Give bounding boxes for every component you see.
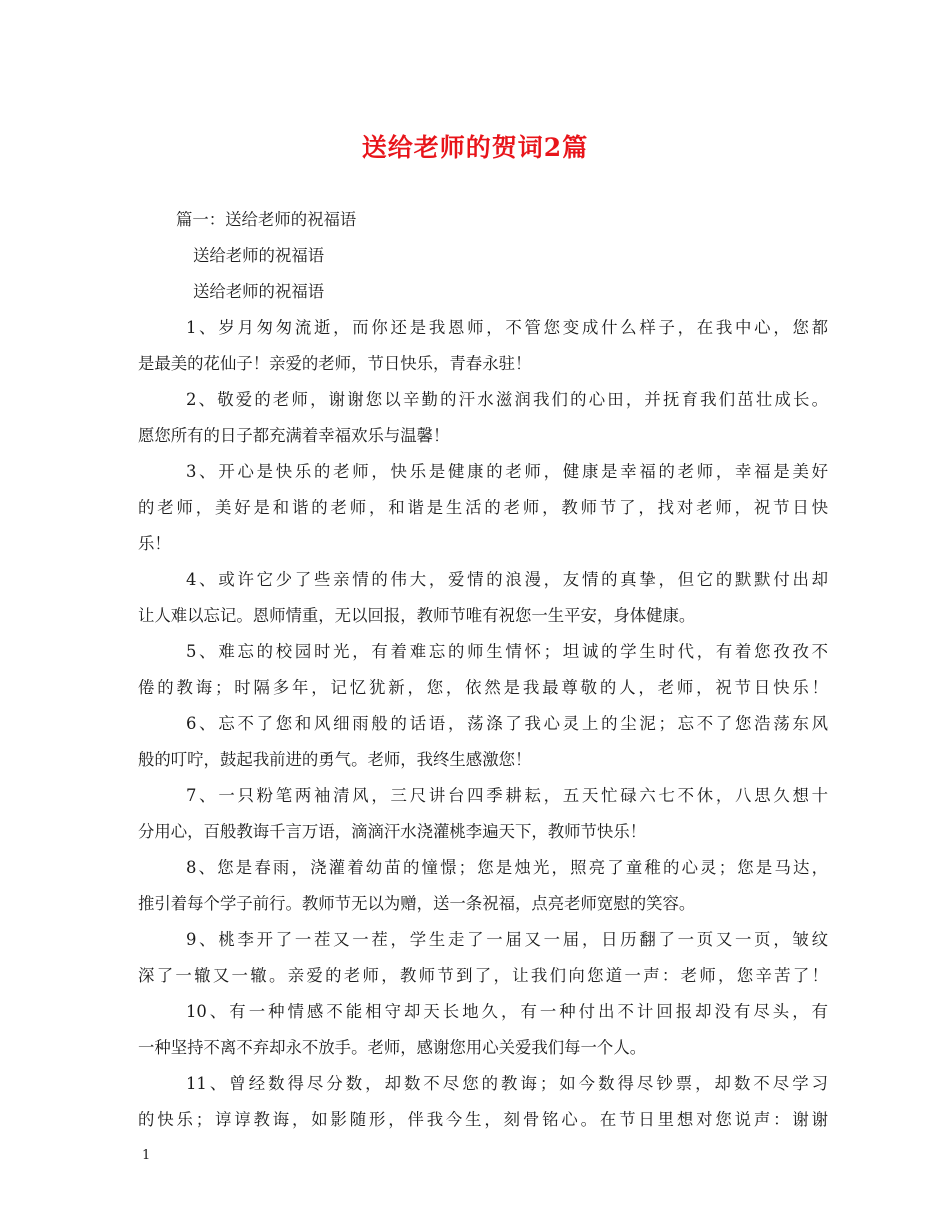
paragraph-line: 愿您所有的日子都充满着幸福欢乐与温馨！ xyxy=(138,426,450,445)
paragraph-line: 的老师，美好是和谐的老师，和谐是生活的老师，教师节了，找对老师，祝节日快 xyxy=(138,498,828,517)
page-number: 1 xyxy=(142,1148,151,1163)
section-subheading: 送给老师的祝福语 xyxy=(193,282,325,301)
paragraph-line: 8、您是春雨，浇灌着幼苗的憧憬；您是烛光，照亮了童稚的心灵；您是马达， xyxy=(186,858,828,877)
paragraph-line: 9、桃李开了一茬又一茬，学生走了一届又一届，日历翻了一页又一页，皱纹 xyxy=(186,930,828,949)
paragraph-line: 2、敬爱的老师，谢谢您以辛勤的汗水滋润我们的心田，并抚育我们茁壮成长。 xyxy=(186,390,828,409)
paragraph-line: 推引着每个学子前行。教师节无以为赠，送一条祝福，点亮老师宽慰的笑容。 xyxy=(138,894,696,913)
paragraph-line: 10、有一种情感不能相守却天长地久，有一种付出不计回报却没有尽头，有 xyxy=(186,1002,828,1021)
paragraph-line: 5、难忘的校园时光，有着难忘的师生情怀；坦诚的学生时代，有着您孜孜不 xyxy=(186,642,828,661)
paragraph-line: 让人难以忘记。恩师情重，无以回报，教师节唯有祝您一生平安，身体健康。 xyxy=(138,606,696,625)
paragraph-line: 深了一辙又一辙。亲爱的老师，教师节到了，让我们向您道一声：老师，您辛苦了！ xyxy=(138,966,828,985)
paragraph-line: 分用心，百般教诲千言万语，滴滴汗水浇灌桃李遍天下，教师节快乐！ xyxy=(138,822,647,841)
paragraph-line: 1、岁月匆匆流逝，而你还是我恩师，不管您变成什么样子，在我中心，您都 xyxy=(186,318,828,337)
paragraph-line: 的快乐；谆谆教诲，如影随形，伴我今生，刻骨铭心。在节日里想对您说声：谢谢 xyxy=(138,1110,828,1129)
paragraph-line: 倦的教诲；时隔多年，记忆犹新，您，依然是我最尊敬的人，老师，祝节日快乐！ xyxy=(138,678,828,697)
document-body xyxy=(138,202,828,1138)
paragraph-line: 6、忘不了您和风细雨般的话语，荡涤了我心灵上的尘泥；忘不了您浩荡东风 xyxy=(186,714,828,733)
paragraph-line: 是最美的花仙子！亲爱的老师，节日快乐，青春永驻！ xyxy=(138,354,532,373)
section-heading: 篇一：送给老师的祝福语 xyxy=(176,210,357,229)
document-title: 送给老师的贺词2篇 xyxy=(361,133,589,162)
paragraph-line: 一种坚持不离不弃却永不放手。老师，感谢您用心关爱我们每一个人。 xyxy=(138,1038,647,1057)
paragraph-line: 7、一只粉笔两袖清风，三尺讲台四季耕耘，五天忙碌六七不休，八思久想十 xyxy=(186,786,828,805)
paragraph-line: 11、曾经数得尽分数，却数不尽您的教诲；如今数得尽钞票，却数不尽学习 xyxy=(186,1074,828,1093)
paragraph-line: 4、或许它少了些亲情的伟大，爱情的浪漫，友情的真挚，但它的默默付出却 xyxy=(186,570,828,589)
section-subheading: 送给老师的祝福语 xyxy=(193,246,325,265)
paragraph-line: 般的叮咛，鼓起我前进的勇气。老师，我终生感激您！ xyxy=(138,750,532,769)
paragraph-line: 3、开心是快乐的老师，快乐是健康的老师，健康是幸福的老师，幸福是美好 xyxy=(186,462,828,481)
paragraph-line: 乐！ xyxy=(138,534,171,553)
